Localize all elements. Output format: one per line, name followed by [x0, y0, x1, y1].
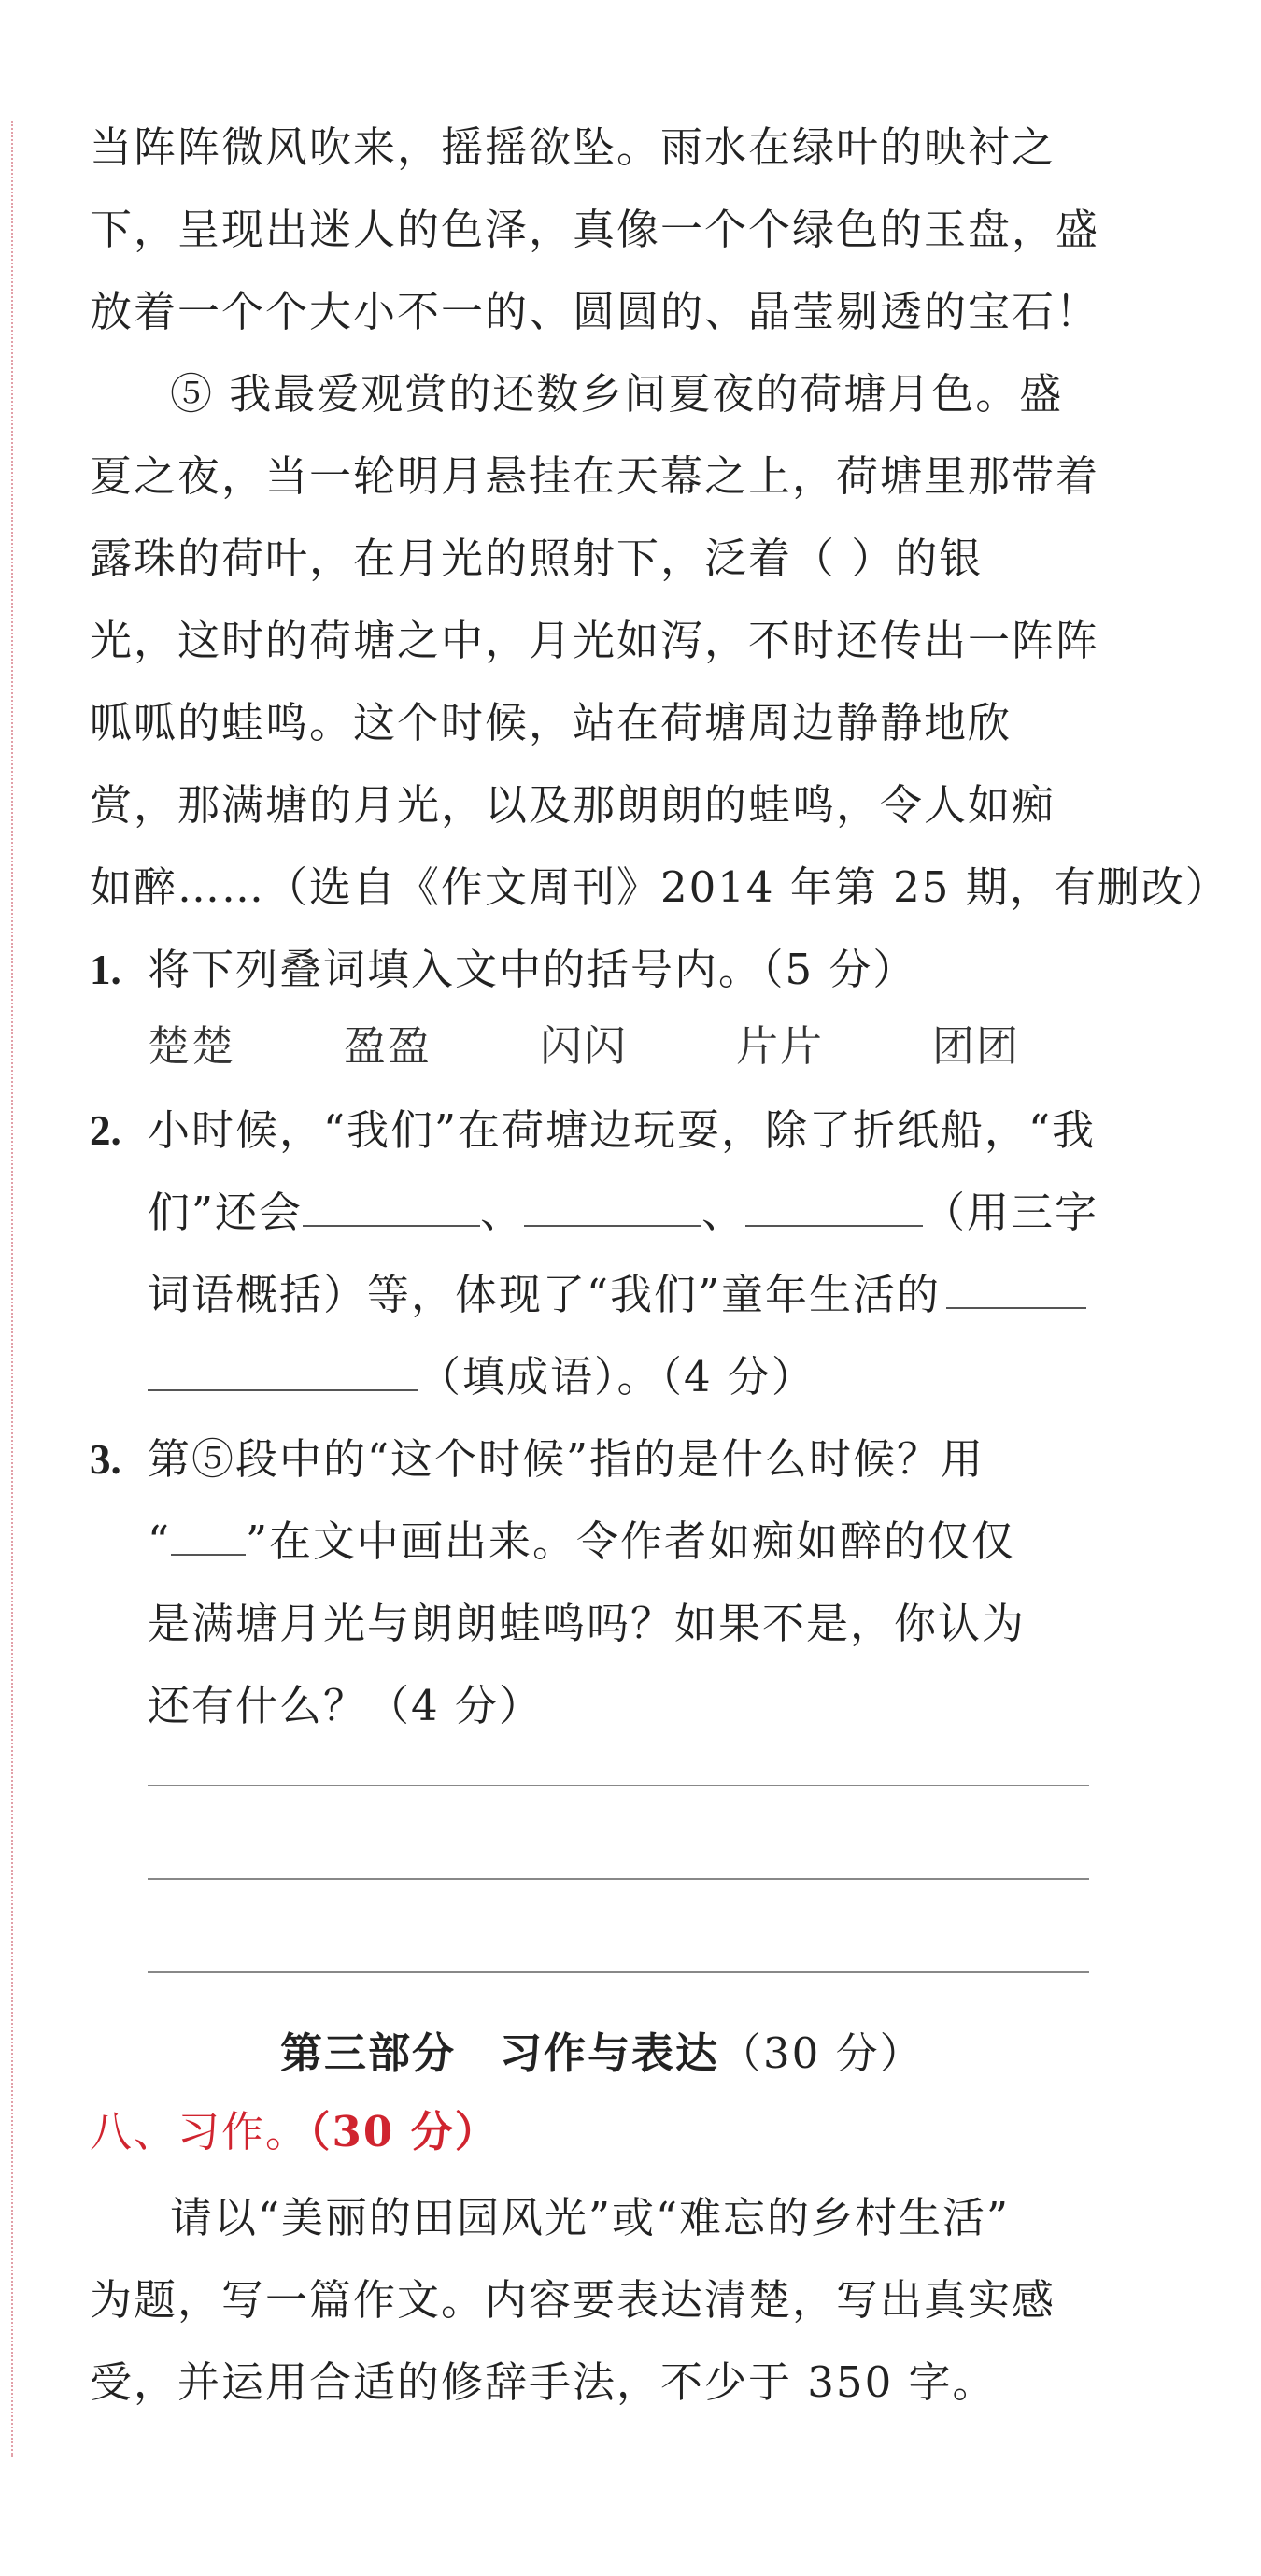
question-2-line — [148, 1267, 1086, 1323]
paragraph-5-line: 露珠的荷叶，在月光的照射下，泛着（ ）的银 — [90, 534, 984, 583]
word-option: 楚楚 — [148, 1021, 236, 1071]
passage-line: 当阵阵微风吹来，摇摇欲坠。雨水在绿叶的映衬之 — [90, 122, 1056, 172]
answer-blank[interactable] — [745, 1189, 923, 1227]
question-3-line — [148, 1514, 1015, 1570]
question-3-line: 第⑤段中的“这个时候”指的是什么时候？用 — [148, 1434, 985, 1484]
question-3-number: 3. — [90, 1436, 121, 1483]
word-option: 盈盈 — [344, 1021, 432, 1071]
question-2-line: 小时候，“我们”在荷塘边玩耍，除了折纸船，“我 — [148, 1105, 1097, 1155]
question-2-text: （填成语）。（4 分） — [418, 1352, 815, 1402]
answer-line[interactable] — [148, 1878, 1089, 1880]
section-8-score: （30 分） — [309, 2107, 499, 2156]
question-1-number: 1. — [90, 946, 121, 993]
paragraph-5-source: 如醉……（选自《作文周刊》2014 年第 25 期，有删改） — [90, 862, 1229, 912]
answer-line[interactable] — [148, 1971, 1089, 1973]
question-3-text: ”在文中画出来。令作者如痴如醉的仅仅 — [246, 1516, 1016, 1566]
question-2-text: （用三字 — [923, 1188, 1099, 1237]
question-2-text: 们”还会 — [148, 1188, 304, 1237]
question-3-line: 还有什么？（4 分） — [148, 1681, 543, 1730]
writing-prompt-line: 请以“美丽的田园风光”或“难忘的乡村生活” — [170, 2193, 1011, 2242]
writing-prompt-line: 受，并运用合适的修辞手法，不少于 350 字。 — [90, 2357, 997, 2407]
passage-line: 下，呈现出迷人的色泽，真像一个个绿色的玉盘，盛 — [90, 205, 1100, 254]
word-option: 团团 — [932, 1021, 1021, 1071]
question-3-line: 是满塘月光与朗朗蛙鸣吗？如果不是，你认为 — [148, 1599, 1027, 1648]
separator: 、 — [701, 1188, 746, 1237]
part-3-title: 第三部分 习作与表达 — [280, 2028, 720, 2078]
word-option: 片片 — [736, 1021, 825, 1071]
paragraph-5-line: 呱呱的蛙鸣。这个时候，站在荷塘周边静静地欣 — [90, 698, 1013, 747]
answer-blank[interactable] — [524, 1189, 701, 1227]
answer-line[interactable] — [148, 1785, 1089, 1786]
section-8-title: 八、习作。 — [90, 2107, 310, 2156]
answer-blank[interactable] — [148, 1354, 418, 1391]
question-2-number: 2. — [90, 1107, 121, 1154]
separator: 、 — [480, 1188, 525, 1237]
passage-line: 放着一个个大小不一的、圆圆的、晶莹剔透的宝石！ — [90, 287, 1100, 336]
part-3-heading — [280, 2026, 924, 2082]
question-1-text: 将下列叠词填入文中的括号内。（5 分） — [148, 945, 917, 994]
answer-blank[interactable] — [303, 1189, 480, 1227]
section-8-heading — [90, 2104, 499, 2160]
paragraph-5-line: ⑤ 我最爱观赏的还数乡间夏夜的荷塘月色。盛 — [170, 369, 1064, 419]
answer-blank[interactable] — [946, 1272, 1086, 1309]
part-3-score: （30 分） — [719, 2028, 924, 2078]
question-2-line — [148, 1185, 1098, 1241]
quote-mark: “ — [148, 1516, 172, 1566]
paragraph-5-line: 赏，那满塘的月光，以及那朗朗的蛙鸣，令人如痴 — [90, 780, 1056, 830]
writing-prompt-line: 为题，写一篇作文。内容要表达清楚，写出真实感 — [90, 2275, 1056, 2325]
word-option: 闪闪 — [540, 1021, 629, 1071]
paragraph-5-line: 光，这时的荷塘之中，月光如泻，不时还传出一阵阵 — [90, 616, 1100, 665]
paragraph-5-line: 夏之夜，当一轮明月悬挂在天幕之上，荷塘里那带着 — [90, 451, 1100, 501]
question-1-word-list — [148, 1018, 1128, 1075]
question-2-text: 词语概括）等，体现了“我们”童年生活的 — [148, 1270, 942, 1319]
question-2-line — [148, 1349, 815, 1405]
underline-mark — [171, 1518, 246, 1556]
